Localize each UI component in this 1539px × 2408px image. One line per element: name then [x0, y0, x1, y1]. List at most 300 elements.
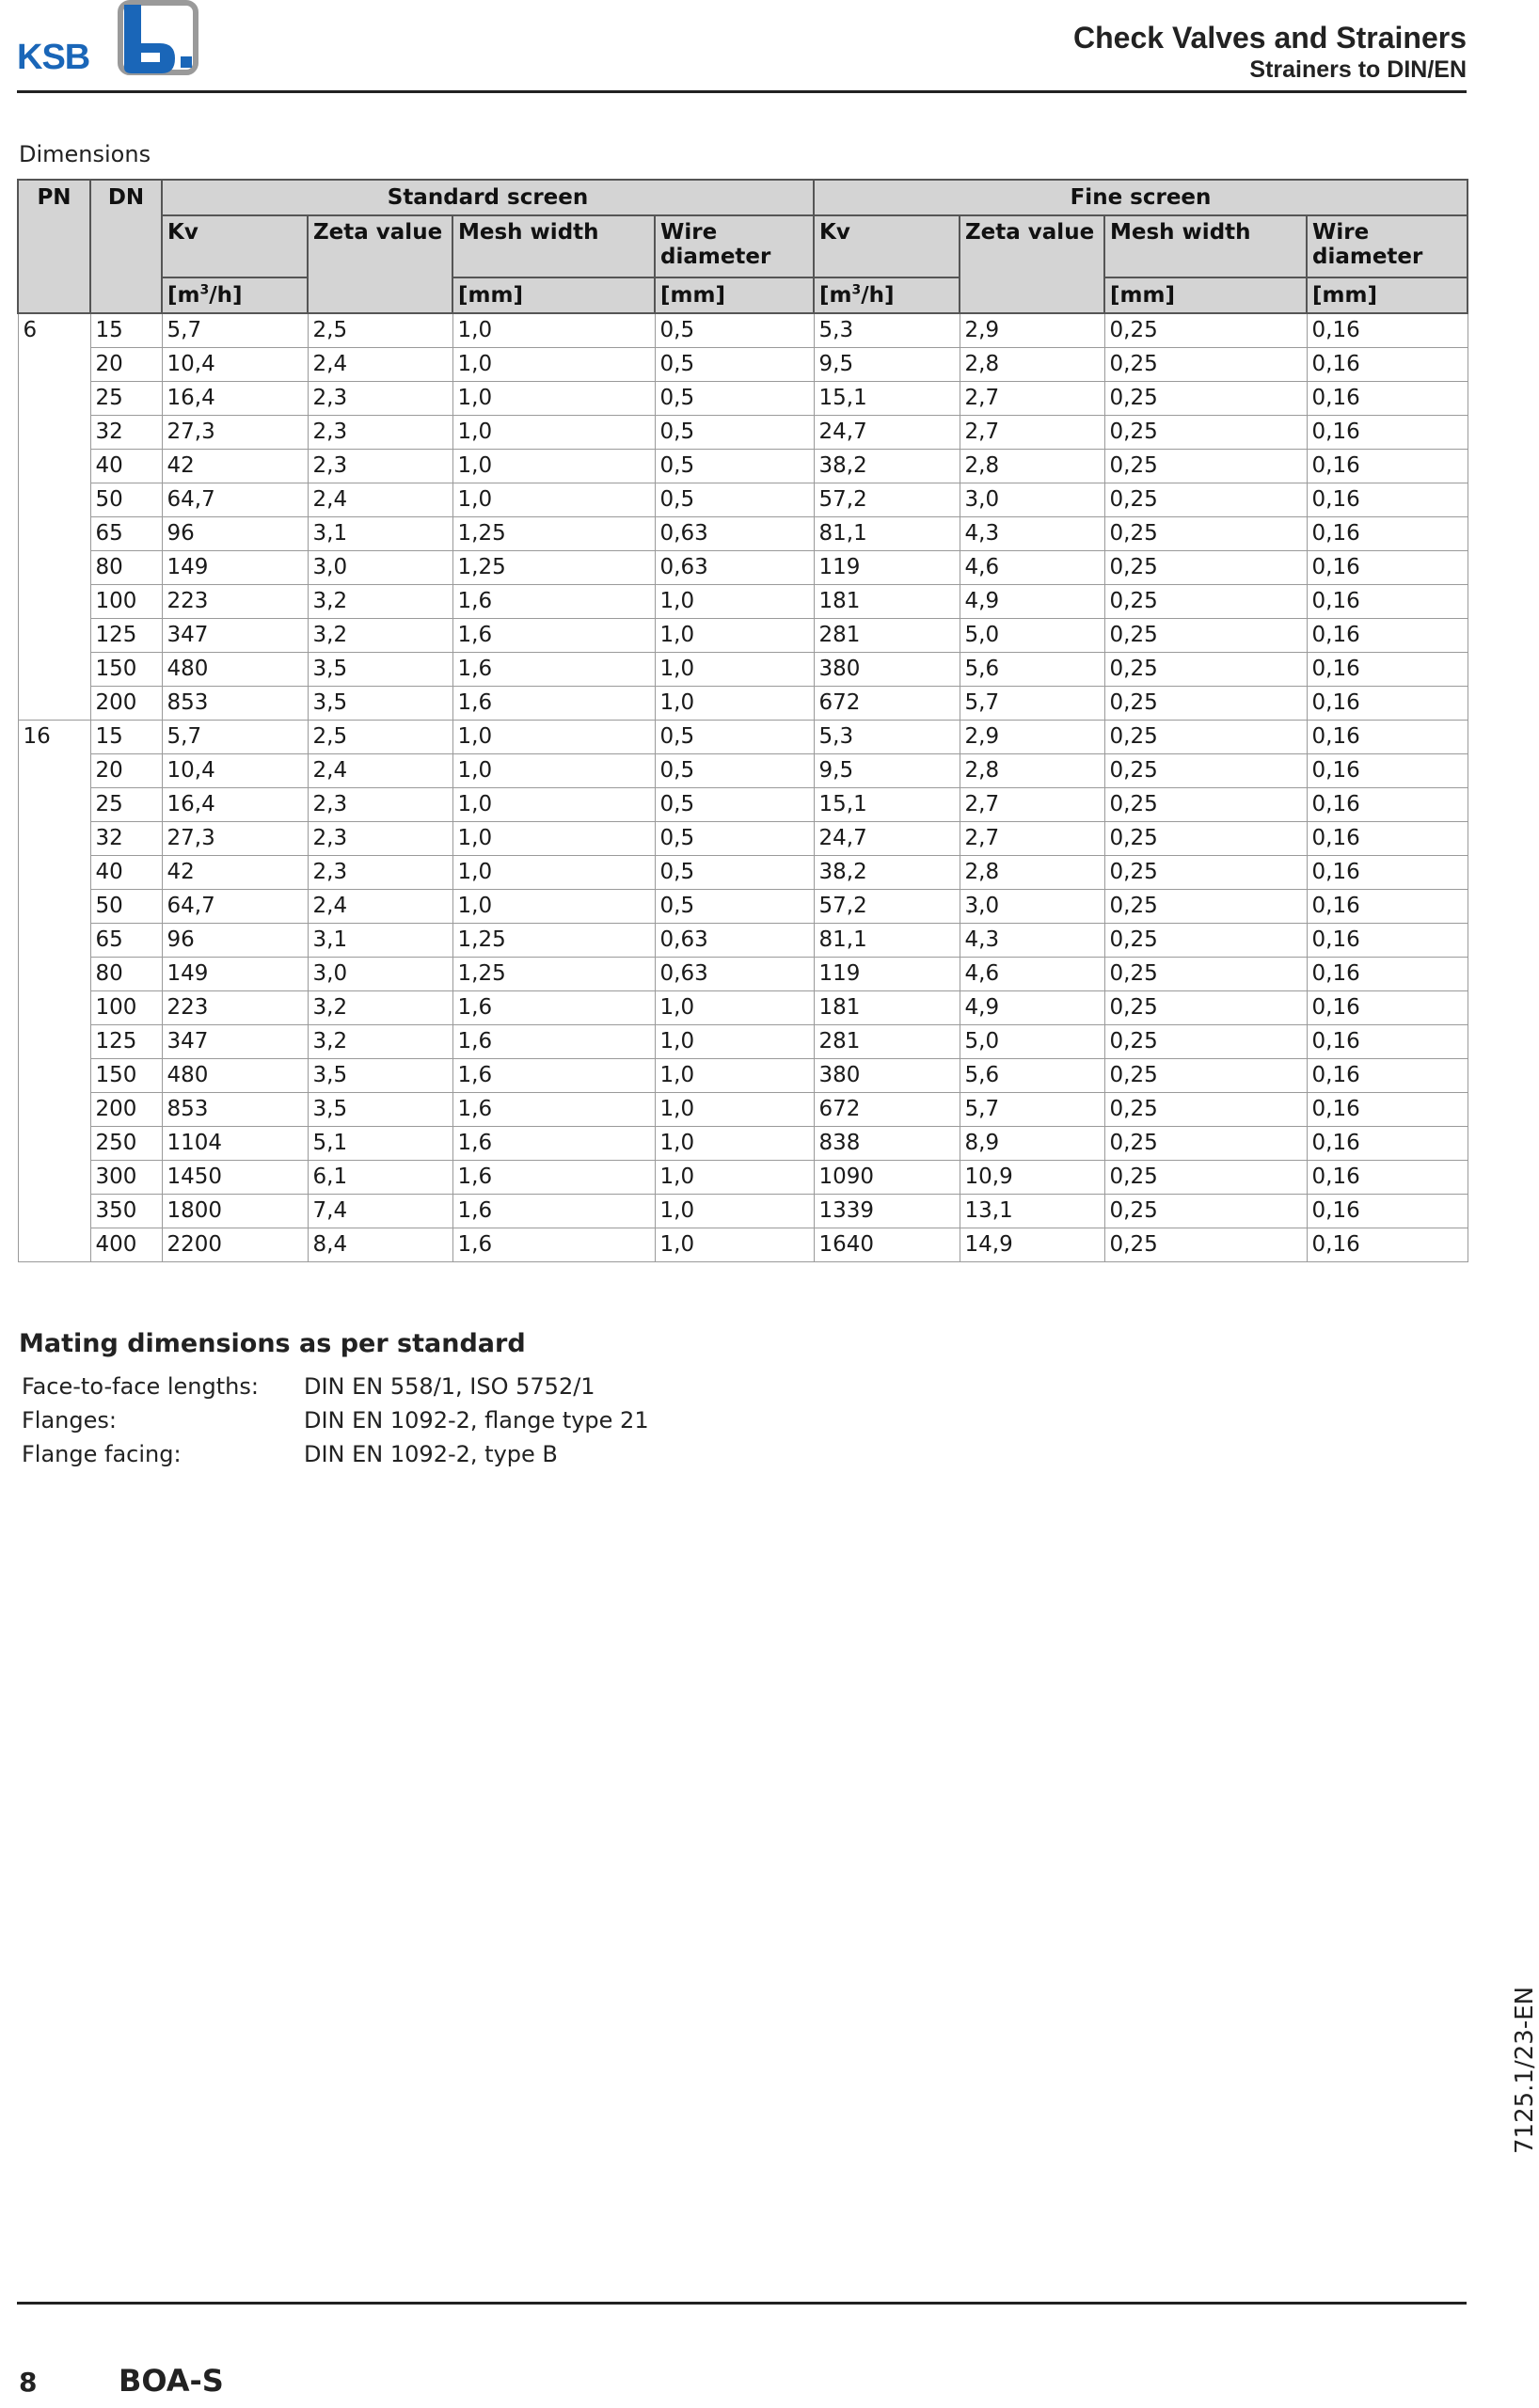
table-cell: 0,5 — [655, 450, 814, 483]
table-cell: 40 — [90, 856, 162, 890]
table-cell: 8,4 — [308, 1228, 452, 1262]
table-cell: 1,0 — [452, 788, 655, 822]
mating-value: DIN EN 558/1, ISO 5752/1 — [304, 1373, 595, 1400]
table-cell: 0,16 — [1307, 551, 1468, 585]
table-cell: 0,16 — [1307, 1195, 1468, 1228]
table-cell: 1090 — [814, 1161, 960, 1195]
table-cell: 2,3 — [308, 416, 452, 450]
table-cell: 0,25 — [1104, 585, 1307, 619]
table-cell: 3,2 — [308, 1025, 452, 1059]
table-cell: 0,25 — [1104, 1195, 1307, 1228]
table-cell: 1,0 — [452, 721, 655, 754]
table-cell: 1,0 — [655, 1195, 814, 1228]
table-row — [18, 1127, 1468, 1161]
table-cell: 0,25 — [1104, 991, 1307, 1025]
table-cell: 3,1 — [308, 517, 452, 551]
table-cell: 0,25 — [1104, 1127, 1307, 1161]
table-row — [18, 856, 1468, 890]
table-cell: 96 — [162, 924, 308, 958]
table-row — [18, 991, 1468, 1025]
table-row — [18, 1025, 1468, 1059]
table-cell: 1,0 — [655, 991, 814, 1025]
table-cell: 4,3 — [960, 924, 1104, 958]
ksb-logo-mark-icon — [107, 0, 211, 79]
table-cell: 64,7 — [162, 890, 308, 924]
table-cell: 2,7 — [960, 416, 1104, 450]
table-row — [18, 416, 1468, 450]
table-cell: 24,7 — [814, 416, 960, 450]
table-cell: 0,16 — [1307, 1025, 1468, 1059]
unit-std-kv: $[m^3/h]$ — [162, 277, 308, 313]
product-name: BOA-S — [119, 2363, 224, 2399]
unit-std-mesh: [mm] — [452, 277, 655, 313]
table-cell: 2,9 — [960, 721, 1104, 754]
table-cell: 1640 — [814, 1228, 960, 1262]
table-cell: 15,1 — [814, 382, 960, 416]
table-cell: 2,5 — [308, 313, 452, 348]
table-cell: 0,25 — [1104, 1093, 1307, 1127]
table-cell: 1,0 — [452, 382, 655, 416]
table-cell: 7,4 — [308, 1195, 452, 1228]
table-cell: 2,8 — [960, 348, 1104, 382]
table-cell: 0,16 — [1307, 1228, 1468, 1262]
mating-row-flange-facing — [22, 1441, 558, 1467]
table-cell: 0,25 — [1104, 551, 1307, 585]
table-cell: 150 — [90, 653, 162, 687]
table-cell: 40 — [90, 450, 162, 483]
table-cell: 0,16 — [1307, 483, 1468, 517]
table-cell: 0,25 — [1104, 483, 1307, 517]
table-cell: 0,25 — [1104, 890, 1307, 924]
table-cell: 10,4 — [162, 754, 308, 788]
table-cell: 3,0 — [308, 551, 452, 585]
table-cell: 0,16 — [1307, 517, 1468, 551]
header-std-mesh: Mesh width — [452, 215, 655, 277]
table-cell: 81,1 — [814, 517, 960, 551]
table-cell: 0,16 — [1307, 585, 1468, 619]
table-cell: 13,1 — [960, 1195, 1104, 1228]
table-row — [18, 822, 1468, 856]
table-cell: 16,4 — [162, 382, 308, 416]
table-cell: 5,6 — [960, 1059, 1104, 1093]
table-cell: 0,16 — [1307, 653, 1468, 687]
table-cell: 0,5 — [655, 348, 814, 382]
header-fine-wire: Wire diameter — [1307, 215, 1468, 277]
table-cell: 0,5 — [655, 313, 814, 348]
header-divider — [17, 90, 1467, 93]
table-cell: 281 — [814, 1025, 960, 1059]
logo-text: KSB — [17, 38, 90, 77]
table-cell: 0,16 — [1307, 687, 1468, 721]
table-cell: 0,25 — [1104, 653, 1307, 687]
table-cell: 1,0 — [452, 348, 655, 382]
table-cell: 0,16 — [1307, 991, 1468, 1025]
table-cell: 0,25 — [1104, 619, 1307, 653]
table-cell: 0,25 — [1104, 382, 1307, 416]
table-cell: 2,4 — [308, 348, 452, 382]
mating-title: Mating dimensions as per standard — [19, 1329, 526, 1358]
table-cell: 223 — [162, 585, 308, 619]
table-cell: 0,63 — [655, 924, 814, 958]
table-cell: 1,6 — [452, 1025, 655, 1059]
table-row — [18, 619, 1468, 653]
table-cell: 149 — [162, 958, 308, 991]
table-cell: 0,5 — [655, 721, 814, 754]
header-std-wire: Wire diameter — [655, 215, 814, 277]
header-fine-zeta: Zeta value — [960, 215, 1104, 313]
table-cell: 119 — [814, 551, 960, 585]
table-cell: 16,4 — [162, 788, 308, 822]
table-cell: 1,6 — [452, 1161, 655, 1195]
table-cell: 2,7 — [960, 788, 1104, 822]
table-cell: 300 — [90, 1161, 162, 1195]
table-cell: 0,63 — [655, 551, 814, 585]
table-row — [18, 958, 1468, 991]
header-std-zeta: Zeta value — [308, 215, 452, 313]
table-cell: 0,5 — [655, 822, 814, 856]
table-cell: 4,6 — [960, 958, 1104, 991]
table-cell: 380 — [814, 1059, 960, 1093]
table-cell: 3,5 — [308, 1093, 452, 1127]
table-row — [18, 1059, 1468, 1093]
table-cell: 81,1 — [814, 924, 960, 958]
table-cell: 0,16 — [1307, 958, 1468, 991]
table-cell: 1,0 — [655, 653, 814, 687]
table-cell: 0,25 — [1104, 1228, 1307, 1262]
table-cell: 0,5 — [655, 382, 814, 416]
table-cell: 2,9 — [960, 313, 1104, 348]
table-cell: 0,25 — [1104, 856, 1307, 890]
table-cell: 380 — [814, 653, 960, 687]
table-cell: 5,3 — [814, 313, 960, 348]
table-row — [18, 313, 1468, 348]
table-cell: 57,2 — [814, 890, 960, 924]
table-cell: 200 — [90, 1093, 162, 1127]
table-cell: 0,25 — [1104, 517, 1307, 551]
table-cell: 672 — [814, 1093, 960, 1127]
table-row — [18, 754, 1468, 788]
table-cell: 0,25 — [1104, 313, 1307, 348]
table-cell: 0,25 — [1104, 924, 1307, 958]
table-cell: 0,16 — [1307, 1093, 1468, 1127]
table-cell: 1,6 — [452, 585, 655, 619]
table-cell: 65 — [90, 924, 162, 958]
table-cell: 0,5 — [655, 416, 814, 450]
table-cell: 15,1 — [814, 788, 960, 822]
table-cell: 2,7 — [960, 822, 1104, 856]
table-cell: 1,0 — [655, 1093, 814, 1127]
table-cell: 100 — [90, 991, 162, 1025]
table-cell: 0,16 — [1307, 348, 1468, 382]
table-cell: 0,5 — [655, 856, 814, 890]
table-row — [18, 1093, 1468, 1127]
table-cell: 1,0 — [452, 890, 655, 924]
table-cell: 125 — [90, 1025, 162, 1059]
mating-label: Face-to-face lengths: — [22, 1373, 259, 1400]
table-cell: 42 — [162, 450, 308, 483]
table-cell: 1,0 — [452, 483, 655, 517]
table-cell: 1,25 — [452, 517, 655, 551]
table-cell: 0,25 — [1104, 754, 1307, 788]
mating-label: Flange facing: — [22, 1441, 182, 1467]
table-cell: 125 — [90, 619, 162, 653]
table-cell: 8,9 — [960, 1127, 1104, 1161]
table-cell: 1,0 — [452, 313, 655, 348]
table-cell: 0,16 — [1307, 1059, 1468, 1093]
table-cell: 0,16 — [1307, 924, 1468, 958]
table-cell: 1,0 — [655, 1228, 814, 1262]
header-std-kv: Kv — [162, 215, 308, 277]
table-row — [18, 687, 1468, 721]
table-cell: 0,25 — [1104, 450, 1307, 483]
table-cell: 838 — [814, 1127, 960, 1161]
table-cell: 2,7 — [960, 382, 1104, 416]
table-cell: 0,16 — [1307, 1127, 1468, 1161]
table-cell: 3,2 — [308, 619, 452, 653]
table-cell: 1,0 — [452, 856, 655, 890]
table-cell: 10,4 — [162, 348, 308, 382]
table-row — [18, 788, 1468, 822]
table-cell: 1,0 — [452, 450, 655, 483]
table-cell: 0,5 — [655, 788, 814, 822]
table-cell: 0,5 — [655, 754, 814, 788]
table-cell: 0,16 — [1307, 754, 1468, 788]
table-cell: 50 — [90, 890, 162, 924]
mating-row-flanges — [22, 1407, 649, 1434]
table-cell: 1,0 — [452, 754, 655, 788]
table-cell: 347 — [162, 619, 308, 653]
table-cell: 3,1 — [308, 924, 452, 958]
table-cell: 5,3 — [814, 721, 960, 754]
table-cell: 1,6 — [452, 687, 655, 721]
table-cell: 3,0 — [308, 958, 452, 991]
section-caption: Dimensions — [19, 141, 151, 167]
table-row — [18, 450, 1468, 483]
table-row — [18, 1161, 1468, 1195]
table-cell: 0,16 — [1307, 313, 1468, 348]
table-cell: 4,3 — [960, 517, 1104, 551]
table-cell: 3,0 — [960, 890, 1104, 924]
table-cell: 0,16 — [1307, 822, 1468, 856]
table-cell: 0,25 — [1104, 416, 1307, 450]
dimensions-table-body — [18, 313, 1468, 1262]
table-cell: 2,4 — [308, 890, 452, 924]
table-cell: 15 — [90, 313, 162, 348]
table-cell: 1,25 — [452, 958, 655, 991]
table-cell: 27,3 — [162, 822, 308, 856]
table-cell: 5,7 — [960, 687, 1104, 721]
table-cell: 0,63 — [655, 958, 814, 991]
table-cell: 853 — [162, 687, 308, 721]
table-cell: 5,7 — [162, 721, 308, 754]
document-number: 7125.1/23-EN — [1511, 1986, 1539, 2154]
table-cell: 1,6 — [452, 1195, 655, 1228]
table-cell: 96 — [162, 517, 308, 551]
table-row — [18, 1195, 1468, 1228]
table-cell: 0,16 — [1307, 382, 1468, 416]
table-cell: 4,9 — [960, 585, 1104, 619]
table-cell: 2,5 — [308, 721, 452, 754]
table-cell: 1,0 — [655, 619, 814, 653]
table-cell: 0,16 — [1307, 890, 1468, 924]
table-cell: 0,16 — [1307, 450, 1468, 483]
table-cell: 20 — [90, 754, 162, 788]
header-fine-screen: Fine screen — [814, 180, 1468, 215]
table-cell: 1,6 — [452, 1093, 655, 1127]
table-cell: 32 — [90, 822, 162, 856]
header-fine-kv: Kv — [814, 215, 960, 277]
header-fine-mesh: Mesh width — [1104, 215, 1307, 277]
table-cell: 100 — [90, 585, 162, 619]
table-cell: 250 — [90, 1127, 162, 1161]
table-cell: 0,16 — [1307, 721, 1468, 754]
table-cell: 2,3 — [308, 382, 452, 416]
table-cell: 1,6 — [452, 1127, 655, 1161]
table-row — [18, 653, 1468, 687]
table-cell: 0,16 — [1307, 856, 1468, 890]
table-cell: 1800 — [162, 1195, 308, 1228]
unit-fine-kv: $[m^3/h]$ — [814, 277, 960, 313]
page-title: Check Valves and Strainers — [1073, 21, 1467, 55]
table-cell: 24,7 — [814, 822, 960, 856]
table-cell: 3,2 — [308, 991, 452, 1025]
table-cell: 0,25 — [1104, 788, 1307, 822]
table-row — [18, 924, 1468, 958]
table-cell: 20 — [90, 348, 162, 382]
table-cell: 6,1 — [308, 1161, 452, 1195]
unit-fine-wire: [mm] — [1307, 277, 1468, 313]
table-cell: 4,9 — [960, 991, 1104, 1025]
table-cell: 15 — [90, 721, 162, 754]
table-row — [18, 348, 1468, 382]
header-standard-screen: Standard screen — [162, 180, 814, 215]
table-cell: 27,3 — [162, 416, 308, 450]
table-cell: 5,1 — [308, 1127, 452, 1161]
table-cell: 9,5 — [814, 754, 960, 788]
table-cell: 480 — [162, 653, 308, 687]
table-cell: 50 — [90, 483, 162, 517]
table-cell: 0,16 — [1307, 416, 1468, 450]
ksb-logo — [17, 0, 196, 79]
table-cell: 25 — [90, 788, 162, 822]
table-cell: 2,3 — [308, 450, 452, 483]
table-cell: 3,5 — [308, 653, 452, 687]
table-cell: 38,2 — [814, 450, 960, 483]
pn-cell: 6 — [18, 313, 90, 721]
table-cell: 480 — [162, 1059, 308, 1093]
table-cell: 1,0 — [655, 1025, 814, 1059]
table-cell: 0,25 — [1104, 1059, 1307, 1093]
table-cell: 281 — [814, 619, 960, 653]
unit-std-wire: [mm] — [655, 277, 814, 313]
mating-row-face-to-face — [22, 1373, 595, 1400]
table-cell: 1,0 — [655, 687, 814, 721]
table-cell: 14,9 — [960, 1228, 1104, 1262]
table-cell: 3,5 — [308, 687, 452, 721]
table-cell: 181 — [814, 585, 960, 619]
table-cell: 350 — [90, 1195, 162, 1228]
table-row — [18, 551, 1468, 585]
table-row — [18, 1228, 1468, 1262]
page-number: 8 — [19, 2367, 38, 2398]
pn-cell: 16 — [18, 721, 90, 1262]
table-cell: 1,6 — [452, 653, 655, 687]
table-row — [18, 382, 1468, 416]
table-cell: 4,6 — [960, 551, 1104, 585]
table-cell: 1,0 — [655, 1161, 814, 1195]
table-cell: 42 — [162, 856, 308, 890]
table-cell: 0,16 — [1307, 788, 1468, 822]
table-cell: 1,0 — [452, 822, 655, 856]
table-cell: 3,5 — [308, 1059, 452, 1093]
table-cell: 1,0 — [655, 585, 814, 619]
table-cell: 149 — [162, 551, 308, 585]
table-cell: 1104 — [162, 1127, 308, 1161]
table-cell: 223 — [162, 991, 308, 1025]
table-cell: 10,9 — [960, 1161, 1104, 1195]
table-cell: 1,6 — [452, 1059, 655, 1093]
table-cell: 150 — [90, 1059, 162, 1093]
table-cell: 2,3 — [308, 788, 452, 822]
mating-label: Flanges: — [22, 1407, 117, 1434]
mating-value: DIN EN 1092-2, type B — [304, 1441, 558, 1467]
table-cell: 25 — [90, 382, 162, 416]
unit-fine-mesh: [mm] — [1104, 277, 1307, 313]
table-cell: 3,2 — [308, 585, 452, 619]
table-cell: 1,0 — [655, 1127, 814, 1161]
table-cell: 2,3 — [308, 856, 452, 890]
table-cell: 3,0 — [960, 483, 1104, 517]
table-cell: 2200 — [162, 1228, 308, 1262]
table-cell: 347 — [162, 1025, 308, 1059]
table-cell: 0,63 — [655, 517, 814, 551]
table-cell: 80 — [90, 551, 162, 585]
dimensions-table — [17, 179, 1468, 1262]
table-cell: 2,8 — [960, 450, 1104, 483]
table-cell: 0,25 — [1104, 1161, 1307, 1195]
table-cell: 2,3 — [308, 822, 452, 856]
table-cell: 32 — [90, 416, 162, 450]
table-cell: 5,7 — [162, 313, 308, 348]
table-row — [18, 585, 1468, 619]
table-cell: 400 — [90, 1228, 162, 1262]
table-cell: 0,5 — [655, 890, 814, 924]
table-cell: 1,0 — [655, 1059, 814, 1093]
table-cell: 0,25 — [1104, 721, 1307, 754]
table-cell: 0,5 — [655, 483, 814, 517]
table-row — [18, 517, 1468, 551]
table-cell: 1,25 — [452, 924, 655, 958]
table-cell: 0,25 — [1104, 958, 1307, 991]
table-cell: 2,4 — [308, 754, 452, 788]
table-cell: 5,7 — [960, 1093, 1104, 1127]
table-cell: 0,25 — [1104, 1025, 1307, 1059]
header-dn: DN — [90, 180, 162, 313]
table-cell: 1,25 — [452, 551, 655, 585]
table-cell: 119 — [814, 958, 960, 991]
table-cell: 853 — [162, 1093, 308, 1127]
table-cell: 0,16 — [1307, 619, 1468, 653]
footer-divider — [17, 2302, 1467, 2305]
table-cell: 64,7 — [162, 483, 308, 517]
table-cell: 181 — [814, 991, 960, 1025]
table-cell: 80 — [90, 958, 162, 991]
table-cell: 2,8 — [960, 856, 1104, 890]
table-cell: 57,2 — [814, 483, 960, 517]
page-subtitle: Strainers to DIN/EN — [1249, 56, 1467, 83]
table-cell: 1,6 — [452, 1228, 655, 1262]
table-cell: 2,8 — [960, 754, 1104, 788]
